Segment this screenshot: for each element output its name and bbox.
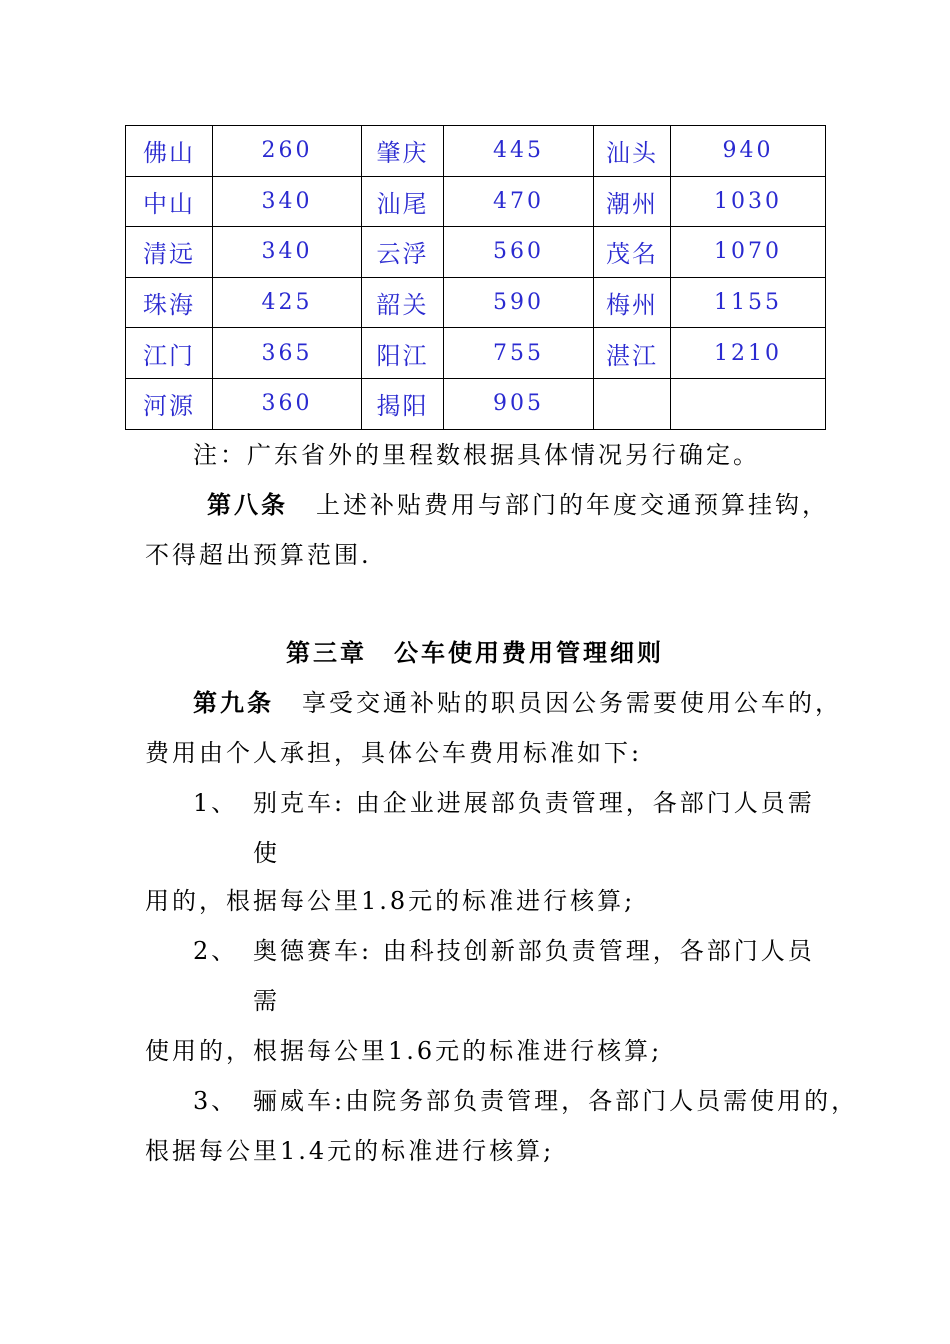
item-2-line-1: 奥德赛车: 由科技创新部负责管理，各部门人员 bbox=[253, 937, 815, 965]
mileage-cell: 365 bbox=[213, 328, 362, 379]
article-8-text: 上述补贴费用与部门的年度交通预算挂钩， bbox=[316, 491, 829, 519]
item-1-continuation: 用的，根据每公里1.8元的标准进行核算; bbox=[145, 887, 636, 915]
article-8-line-1 bbox=[207, 490, 829, 520]
city-cell: 清远 bbox=[126, 227, 213, 278]
item-2-number: 2、 bbox=[193, 937, 239, 965]
mileage-table bbox=[125, 125, 826, 430]
mileage-cell: 755 bbox=[444, 328, 594, 379]
article-9-text: 享受交通补贴的职员因公务需要使用公车的， bbox=[302, 689, 842, 717]
city-cell: 茂名 bbox=[594, 227, 671, 278]
mileage-cell: 445 bbox=[444, 126, 594, 177]
city-cell: 佛山 bbox=[126, 126, 213, 177]
mileage-cell: 1210 bbox=[671, 328, 826, 379]
chapter-3-heading: 第三章 公车使用费用管理细则 bbox=[286, 638, 664, 667]
mileage-cell: 590 bbox=[444, 277, 594, 328]
mileage-cell: 1070 bbox=[671, 227, 826, 278]
mileage-cell: 905 bbox=[444, 378, 594, 429]
table-row bbox=[126, 176, 826, 227]
city-cell: 汕尾 bbox=[362, 176, 444, 227]
item-2-continuation: 使用的，根据每公里1.6元的标准进行核算; bbox=[145, 1037, 663, 1065]
mileage-cell: 360 bbox=[213, 378, 362, 429]
city-cell: 河源 bbox=[126, 378, 213, 429]
city-cell: 梅州 bbox=[594, 277, 671, 328]
table-row bbox=[126, 277, 826, 328]
item-3-number: 3、 bbox=[193, 1087, 239, 1115]
city-cell: 汕头 bbox=[594, 126, 671, 177]
table-row bbox=[126, 378, 826, 429]
mileage-cell: 340 bbox=[213, 227, 362, 278]
mileage-cell: 340 bbox=[213, 176, 362, 227]
article-9-label: 第九条 bbox=[193, 688, 274, 717]
city-cell: 云浮 bbox=[362, 227, 444, 278]
city-cell: 阳江 bbox=[362, 328, 444, 379]
table-row bbox=[126, 328, 826, 379]
article-9-line-1 bbox=[193, 688, 842, 718]
item-3-line-1: 骊威车:由院务部负责管理，各部门人员需使用的， bbox=[253, 1087, 859, 1115]
city-cell: 中山 bbox=[126, 176, 213, 227]
mileage-cell: 470 bbox=[444, 176, 594, 227]
item-1-line-1: 别克车: 由企业进展部负责管理，各部门人员需 bbox=[253, 789, 815, 817]
table-row bbox=[126, 126, 826, 177]
mileage-cell: 260 bbox=[213, 126, 362, 177]
city-cell: 揭阳 bbox=[362, 378, 444, 429]
mileage-cell: 940 bbox=[671, 126, 826, 177]
city-cell: 江门 bbox=[126, 328, 213, 379]
article-8-line-2: 不得超出预算范围. bbox=[145, 541, 372, 569]
item-3-continuation: 根据每公里1.4元的标准进行核算; bbox=[145, 1137, 555, 1165]
mileage-cell: 560 bbox=[444, 227, 594, 278]
item-1-line-2: 使 bbox=[253, 839, 280, 867]
mileage-cell bbox=[671, 378, 826, 429]
city-cell bbox=[594, 378, 671, 429]
mileage-cell: 1155 bbox=[671, 277, 826, 328]
city-cell: 潮州 bbox=[594, 176, 671, 227]
mileage-cell: 1030 bbox=[671, 176, 826, 227]
city-cell: 湛江 bbox=[594, 328, 671, 379]
city-cell: 珠海 bbox=[126, 277, 213, 328]
article-8-label: 第八条 bbox=[207, 490, 288, 519]
table-note: 注：广东省外的里程数根据具体情况另行确定。 bbox=[193, 441, 760, 469]
mileage-cell: 425 bbox=[213, 277, 362, 328]
item-2-line-2: 需 bbox=[253, 987, 280, 1015]
table-row bbox=[126, 227, 826, 278]
city-cell: 韶关 bbox=[362, 277, 444, 328]
item-1-number: 1、 bbox=[193, 789, 239, 817]
article-9-line-2: 费用由个人承担，具体公车费用标准如下: bbox=[145, 739, 643, 767]
city-cell: 肇庆 bbox=[362, 126, 444, 177]
